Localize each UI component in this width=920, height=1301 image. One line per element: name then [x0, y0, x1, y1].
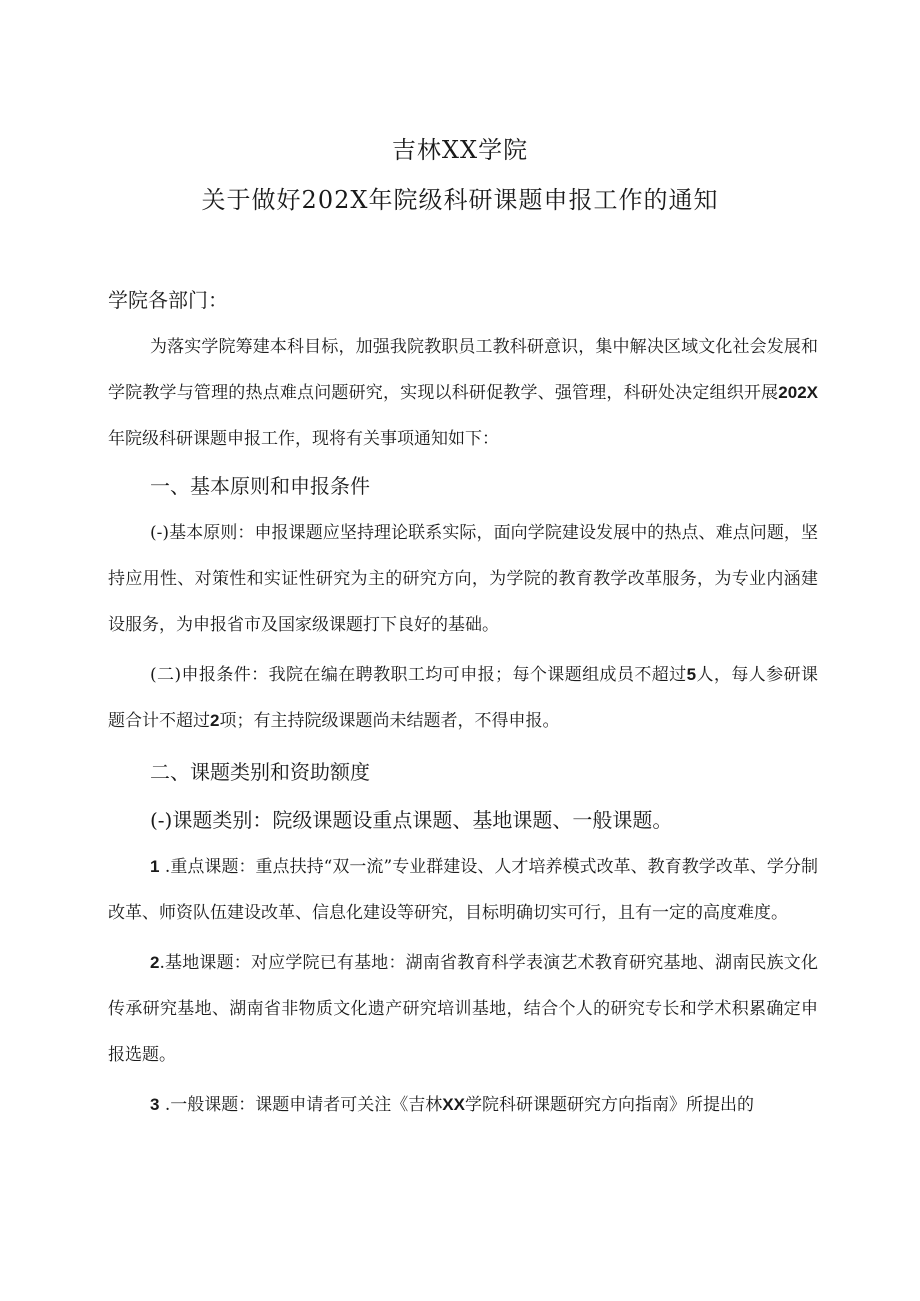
section2-point3-text1: .一般课题：课题申请者可关注《吉林	[159, 1095, 443, 1115]
section2-point2	[108, 940, 818, 1078]
section1-item2-part1: (二)申报条件：我院在编在聘教职工均可申报；每个课题组成员不超过	[150, 665, 687, 685]
section1-item2	[108, 652, 818, 744]
section1-item2-part3: 项；有主持院级课题尚未结题者，不得申报。	[219, 711, 560, 731]
salutation: 学院各部门：	[108, 288, 228, 312]
section2-point3-text2: 学院科研课题研究方向指南》所提出的	[464, 1095, 754, 1115]
section2-point1	[108, 844, 818, 936]
document-title-line2: 关于做好202X年院级科研课题申报工作的通知	[201, 186, 719, 214]
section2-point1-text: .重点课题：重点扶持“双一流”专业群建设、人才培养模式改革、教育教学改革、学分制改革、师资队伍建设改革、信息化建设等研究，目标明确切实可行，且有一定的高度难度。	[108, 857, 818, 923]
section2-point3-num: 3	[150, 1095, 160, 1114]
intro-paragraph	[108, 324, 818, 462]
section1-item2-part2: 人，每人参研课题合计不超过	[108, 665, 818, 731]
section2-point2-num: 2	[150, 953, 160, 972]
section1-item2-num1: 5	[686, 665, 697, 684]
intro-text-part1: 为落实学院筹建本科目标，加强我院教职员工教科研意识，集中解决区域文化社会发展和学院教学与管理的热点难点问题研究，实现以科研促教学、强管理，科研处决定组织开展	[108, 337, 818, 403]
section2-heading: 二、课题类别和资助额度	[150, 760, 370, 784]
section2-point3-xx: XX	[442, 1095, 465, 1114]
section1-heading: 一、基本原则和申报条件	[150, 474, 370, 498]
document-title-line1: 吉林XX学院	[391, 136, 529, 164]
intro-year: 202X	[778, 383, 818, 402]
intro-text-part2: 年院级科研课题申报工作，现将有关事项通知如下：	[108, 429, 499, 449]
section2-point3	[108, 1082, 818, 1128]
section2-subheading: (-)课题类别：院级课题设重点课题、基地课题、一般课题。	[150, 808, 673, 832]
section1-item2-num2: 2	[210, 711, 220, 730]
section2-point1-num: 1	[150, 857, 160, 876]
document-body	[108, 276, 818, 1128]
section2-point2-text: .基地课题：对应学院已有基地：湖南省教育科学表演艺术教育研究基地、湖南民族文化传承研究基地、湖南省非物质文化遗产研究培训基地，结合个人的研究专长和学术积累确定申报选题。	[108, 953, 818, 1065]
section1-item1: (-)基本原则：申报课题应坚持理论联系实际，面向学院建设发展中的热点、难点问题，坚持应用性、对策性和实证性研究为主的研究方向，为学院的教育教学改革服务，为专业内涵建设服务，为申报省市及国家级课题打下良好的基础。	[108, 523, 818, 635]
